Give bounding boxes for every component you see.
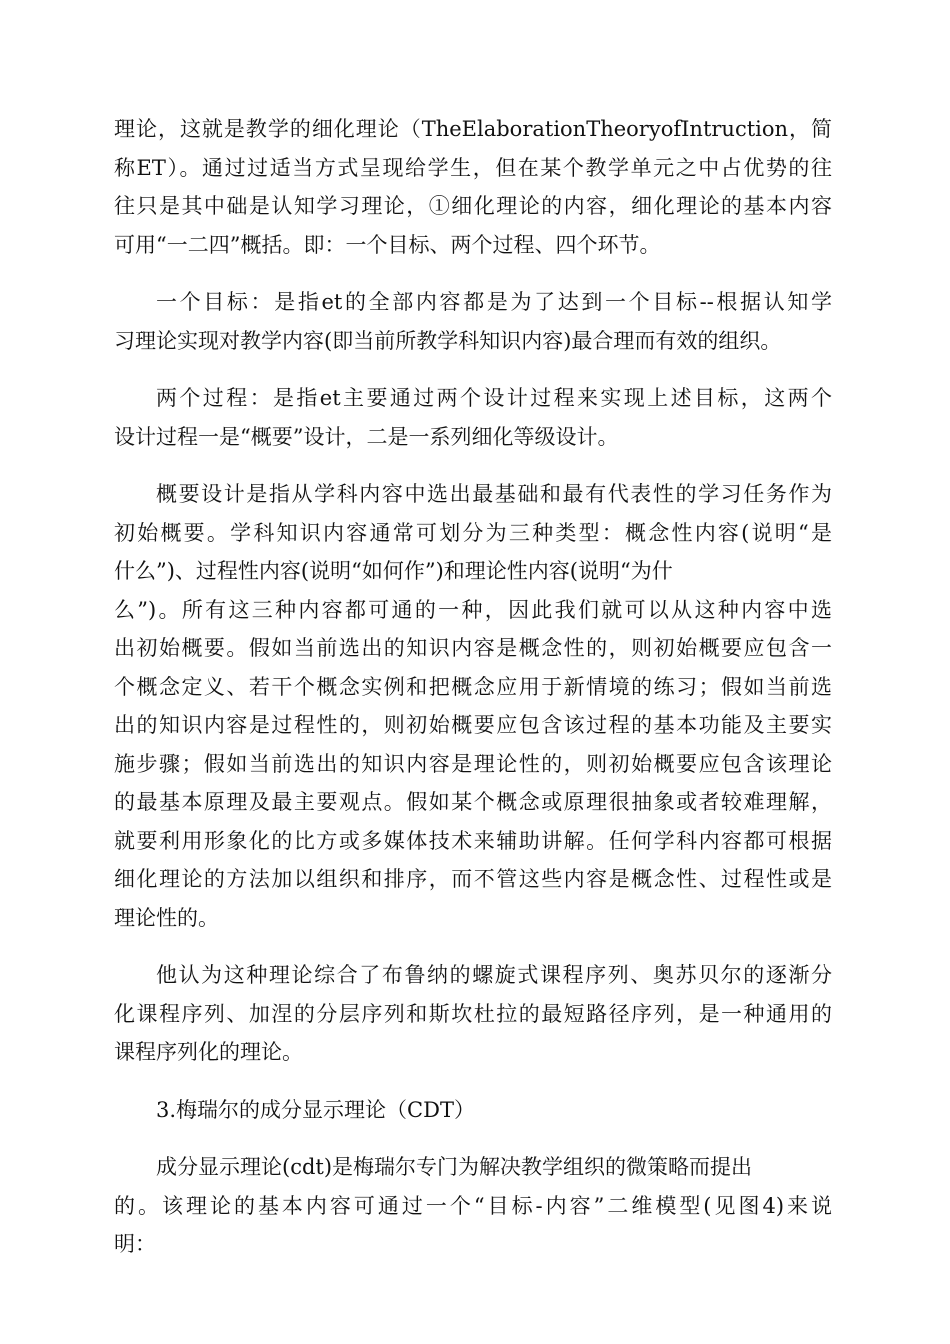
text-line: 成分显示理论(cdt)是梅瑞尔专门为解决教学组织的微策略而提出 bbox=[156, 1155, 753, 1179]
text-line: 理论，这就是教学的细化理论（TheElaborationTheoryofIntruction，简 bbox=[114, 117, 832, 141]
text-line: 概要设计是指从学科内容中选出最基础和最有代表性的学习任务作为 bbox=[156, 482, 832, 506]
text-line: 初始概要。学科知识内容通常可划分为三种类型：概念性内容(说明“是 bbox=[114, 520, 832, 545]
section-heading-cdt bbox=[114, 1091, 832, 1130]
text-line: 出的知识内容是过程性的，则初始概要应包含该过程的基本功能及主要实 bbox=[114, 713, 832, 737]
text-line: 个概念定义、若干个概念实例和把概念应用于新情境的练习；假如当前选 bbox=[114, 674, 832, 699]
text-line: 两个过程：是指et主要通过两个设计过程来实现上述目标，这两个 bbox=[156, 386, 832, 410]
paragraph-curriculum-sequence bbox=[114, 956, 832, 1072]
text-line: 的。该理论的基本内容可通过一个“目标-内容”二维模型(见图4)来说 bbox=[114, 1193, 832, 1218]
text-line: 称ET）。通过过适当方式呈现给学生，但在某个教学单元之中占优势的往 bbox=[114, 155, 832, 180]
heading-text: 3.梅瑞尔的成分显示理论（CDT） bbox=[156, 1097, 475, 1122]
text-line: 习理论实现对教学内容(即当前所教学科知识内容)最合理而有效的组织。 bbox=[114, 328, 782, 353]
text-line: 施步骤；假如当前选出的知识内容是理论性的，则初始概要应包含该理论 bbox=[114, 751, 832, 776]
paragraph-two-processes bbox=[114, 379, 832, 456]
text-line: 什么”)、过程性内容(说明“如何作”)和理论性内容(说明“为什 bbox=[114, 559, 673, 583]
paragraph-elaboration-theory-intro bbox=[114, 110, 832, 264]
text-line: 化课程序列、加涅的分层序列和斯坎杜拉的最短路径序列，是一种通用的 bbox=[114, 1001, 832, 1026]
paragraph-cdt-description bbox=[114, 1148, 832, 1264]
text-line: 细化理论的方法加以组织和排序，而不管这些内容是概念性、过程性或是 bbox=[114, 867, 832, 891]
text-line: 课程序列化的理论。 bbox=[114, 1040, 303, 1064]
text-line: 明： bbox=[114, 1232, 156, 1256]
text-line: 一个目标：是指et的全部内容都是为了达到一个目标--根据认知学 bbox=[156, 290, 832, 314]
text-line: 出初始概要。假如当前选出的知识内容是概念性的，则初始概要应包含一 bbox=[114, 636, 832, 660]
paragraph-one-goal bbox=[114, 283, 832, 360]
text-line: 可用“一二四”概括。即：一个目标、两个过程、四个环节。 bbox=[114, 232, 661, 257]
document-page bbox=[114, 110, 832, 1283]
text-line: 往只是其中础是认知学习理论，①细化理论的内容，细化理论的基本内容 bbox=[114, 194, 832, 218]
text-line: 理论性的。 bbox=[114, 905, 219, 930]
text-line: 他认为这种理论综合了布鲁纳的螺旋式课程序列、奥苏贝尔的逐渐分 bbox=[156, 963, 832, 987]
paragraph-summary-design bbox=[114, 475, 832, 937]
text-line: 么”)。所有这三种内容都可通的一种，因此我们就可以从这种内容中选 bbox=[114, 597, 832, 622]
text-line: 的最基本原理及最主要观点。假如某个概念或原理很抽象或者较难理解， bbox=[114, 790, 832, 814]
text-line: 设计过程一是“概要”设计，二是一系列细化等级设计。 bbox=[114, 424, 619, 449]
text-line: 就要利用形象化的比方或多媒体技术来辅助讲解。任何学科内容都可根据 bbox=[114, 828, 832, 853]
